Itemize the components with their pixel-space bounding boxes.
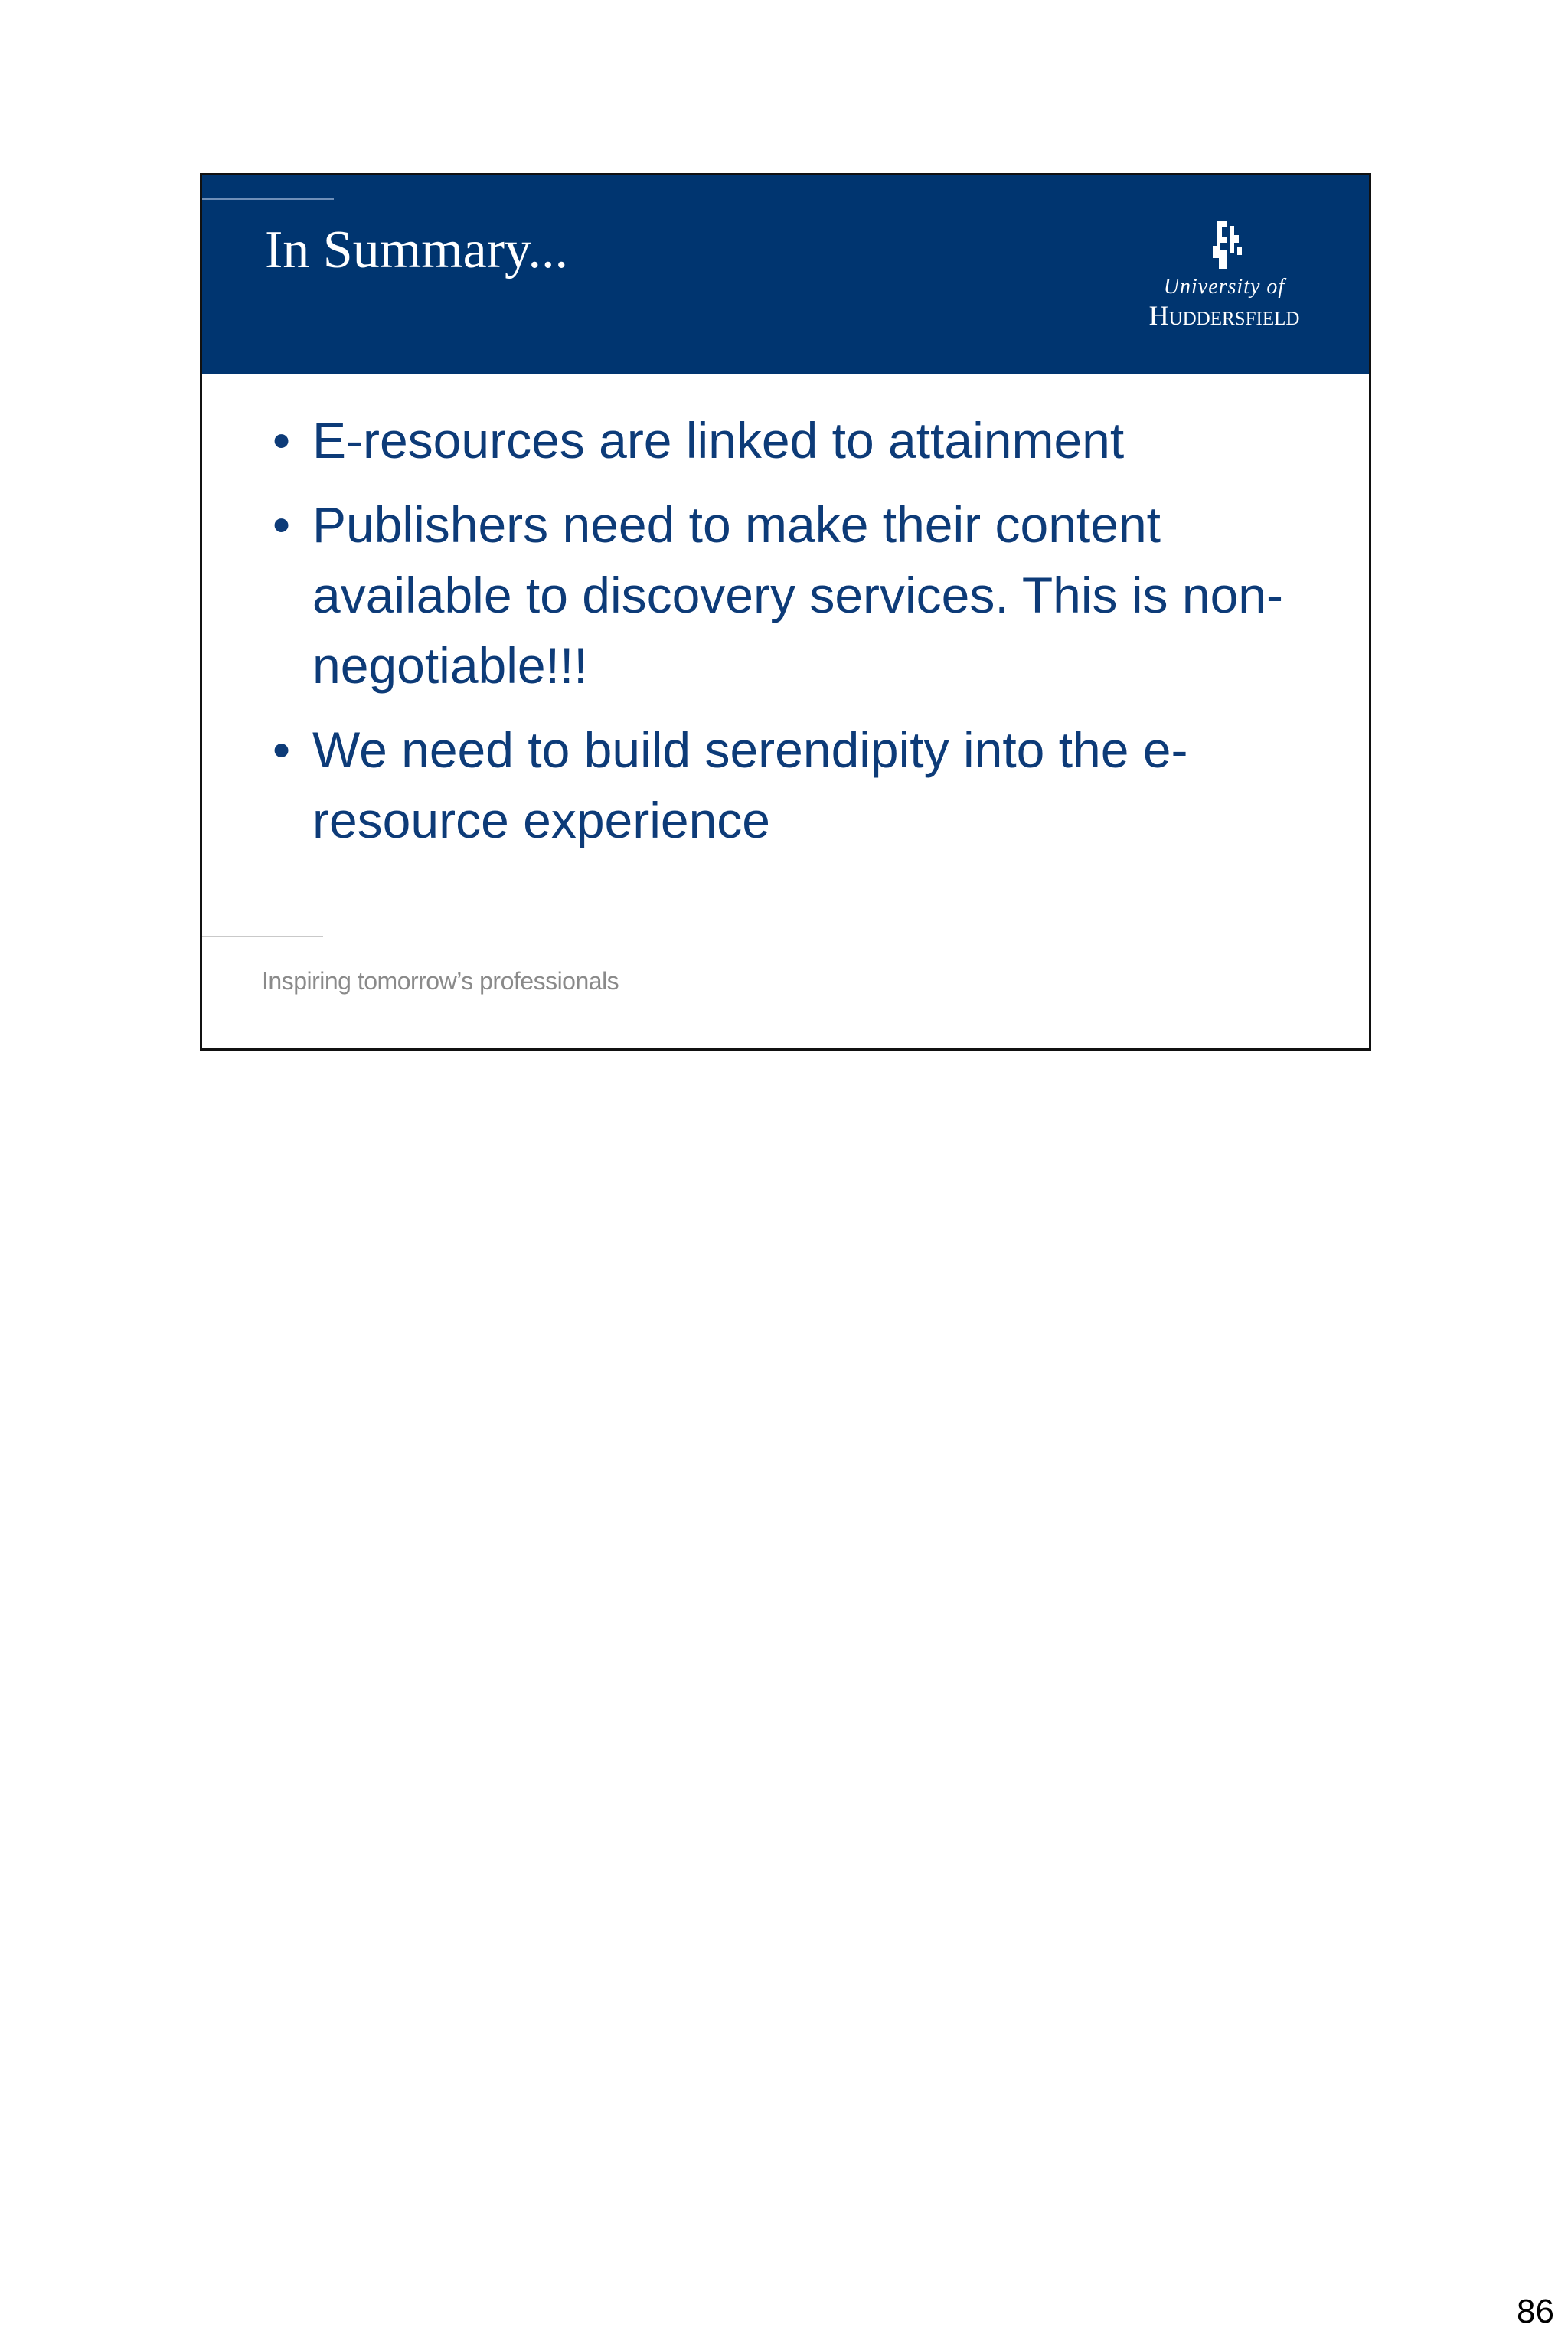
university-crest-icon xyxy=(1204,220,1245,270)
slide-header xyxy=(202,175,1369,374)
logo-line-university-of: University of xyxy=(1163,275,1285,299)
bullet-item xyxy=(271,489,1289,701)
page-number: 86 xyxy=(1517,2293,1554,2330)
footer-tagline: Inspiring tomorrow’s professionals xyxy=(262,967,619,995)
header-rule xyxy=(202,198,334,200)
university-logo xyxy=(1121,220,1328,335)
bullet-list xyxy=(271,405,1289,869)
bullet-text: E-resources are linked to attainment xyxy=(312,412,1125,469)
bullet-text: Publishers need to make their content available to discovery services. This is non-negotiable!!! xyxy=(312,496,1283,694)
bullet-dot: • xyxy=(273,412,291,469)
bullet-text: We need to build serendipity into the e-resource experience xyxy=(312,721,1188,848)
slide xyxy=(200,173,1371,1051)
bullet-item xyxy=(271,405,1289,476)
logo-line-huddersfield: Huddersfield xyxy=(1148,300,1300,331)
footer-rule xyxy=(202,936,323,937)
bullet-item xyxy=(271,714,1289,855)
slide-title: In Summary... xyxy=(265,221,568,279)
bullet-dot: • xyxy=(273,496,291,553)
bullet-dot: • xyxy=(273,721,291,778)
